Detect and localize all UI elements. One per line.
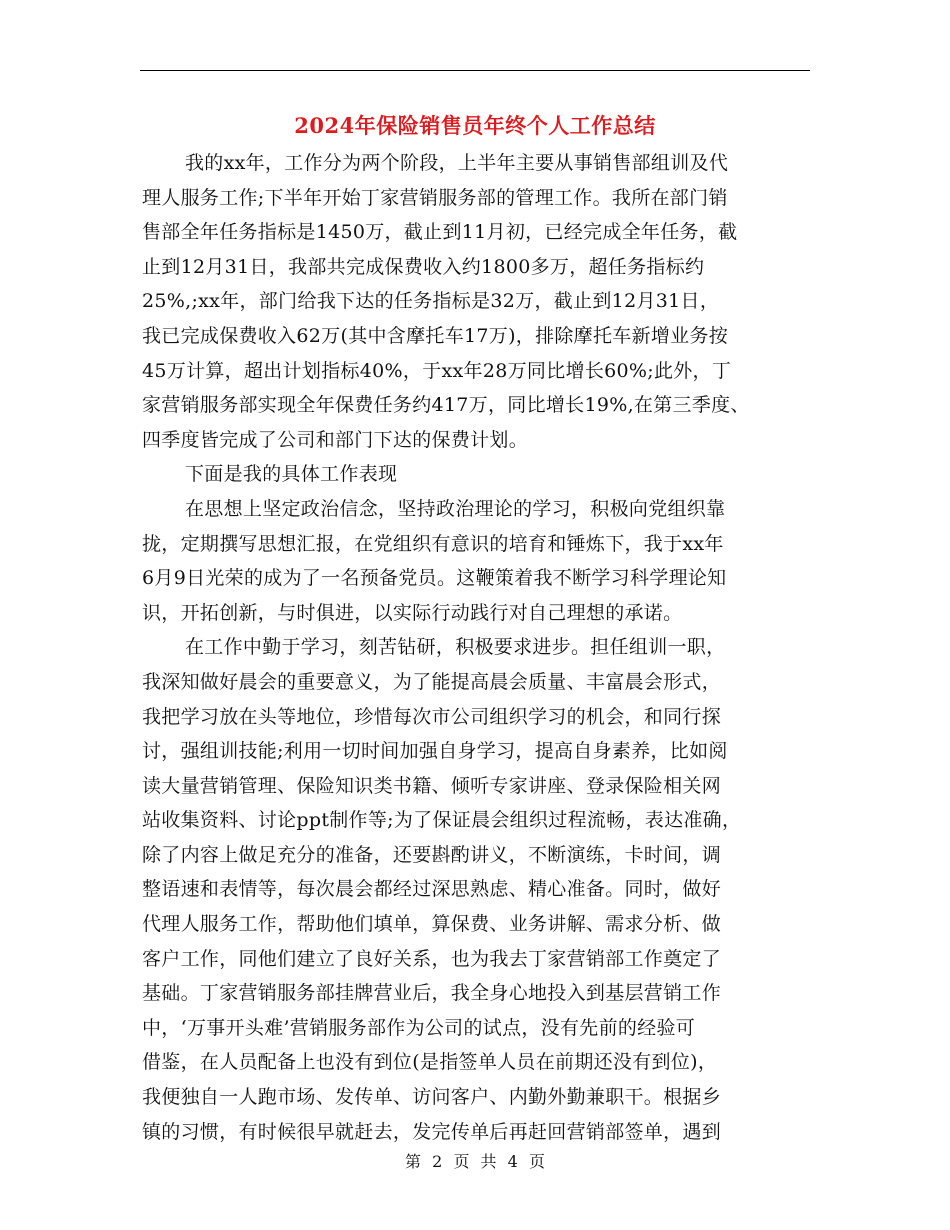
body-line: 在思想上坚定政治信念，坚持政治理论的学习，积极向党组织靠 xyxy=(185,497,726,520)
body-line: 读大量营销管理、保险知识类书籍、倾听专家讲座、登录保险相关网 xyxy=(142,774,722,797)
body-line: 45万计算，超出计划指标40%，于xx年28万同比增长60%;此外，丁 xyxy=(142,359,732,382)
body-line: 我便独自一人跑市场、发传单、访问客户、内勤外勤兼职干。根据乡 xyxy=(142,1086,722,1109)
body-line: 除了内容上做足充分的准备，还要斟酌讲义，不断演练，卡时间，调 xyxy=(142,843,722,866)
section-heading-line: 下面是我的具体工作表现 xyxy=(185,463,398,486)
body-line: 镇的习惯，有时候很早就赶去，发完传单后再赶回营销部签单，遇到 xyxy=(142,1120,722,1143)
body-line: 我已完成保费收入62万(其中含摩托车17万)，排除摩托车新增业务按 xyxy=(142,324,729,347)
body-line: 我的xx年，工作分为两个阶段，上半年主要从事销售部组训及代 xyxy=(185,152,729,174)
footer-prefix: 第 xyxy=(405,1152,422,1171)
body-line: 理人服务工作;下半年开始丁家营销服务部的管理工作。我所在部门销 xyxy=(142,186,728,209)
current-page-number: 2 xyxy=(432,1152,443,1171)
body-line: 讨，强组训技能;利用一切时间加强自身学习，提高自身素养，比如阅 xyxy=(142,740,728,763)
footer-page-unit: 页 xyxy=(453,1152,470,1171)
body-line: 拢，定期撰写思想汇报，在党组织有意识的培育和锤炼下，我于xx年 xyxy=(142,532,724,555)
header-rule xyxy=(140,70,810,71)
body-line: 家营销服务部实现全年保费任务约417万，同比增长19%,在第三季度、 xyxy=(142,394,750,417)
body-line: 我深知做好晨会的重要意义，为了能提高晨会质量、丰富晨会形式， xyxy=(142,670,722,693)
body-line: 售部全年任务指标是1450万，截止到11月初，已经完成全年任务，截 xyxy=(142,221,738,244)
body-line: 客户工作，同他们建立了良好关系，也为我去丁家营销部工作奠定了 xyxy=(142,947,722,970)
body-line: 整语速和表情等，每次晨会都经过深思熟虑、精心准备。同时，做好 xyxy=(142,878,722,901)
body-line: 中，‘万事开头难’营销服务部作为公司的试点，没有先前的经验可 xyxy=(142,1016,696,1039)
body-line: 站收集资料、讨论ppt制作等;为了保证晨会组织过程流畅，表达准确， xyxy=(142,809,742,832)
body-line: 25%,;xx年，部门给我下达的任务指标是32万，截止到12月31日， xyxy=(142,290,720,313)
body-line: 借鉴，在人员配备上也没有到位(是指签单人员在前期还没有到位)， xyxy=(142,1051,718,1074)
total-page-count: 4 xyxy=(507,1152,518,1171)
page-footer xyxy=(0,1150,950,1174)
document-body xyxy=(142,146,810,1149)
body-line: 基础。丁家营销服务部挂牌营业后，我全身心地投入到基层营销工作 xyxy=(142,982,722,1005)
footer-total-label: 共 xyxy=(480,1152,497,1171)
body-line: 识，开拓创新，与时俱进，以实际行动践行对自己理想的承诺。 xyxy=(142,601,683,624)
body-line: 代理人服务工作，帮助他们填单，算保费、业务讲解、需求分析、做 xyxy=(142,913,722,936)
body-line: 我把学习放在头等地位，珍惜每次市公司组织学习的机会，和同行探 xyxy=(142,705,722,728)
footer-suffix: 页 xyxy=(528,1152,545,1171)
document-title: 2024年保险销售员年终个人工作总结 xyxy=(294,113,656,138)
body-line: 四季度皆完成了公司和部门下达的保费计划。 xyxy=(142,428,529,451)
body-line: 在工作中勤于学习，刻苦钻研，积极要求进步。担任组训一职， xyxy=(185,636,726,659)
body-line: 6月9日光荣的成为了一名预备党员。这鞭策着我不断学习科学理论知 xyxy=(142,567,727,590)
body-line: 止到12月31日，我部共完成保费收入约1800多万，超任务指标约 xyxy=(142,255,705,278)
